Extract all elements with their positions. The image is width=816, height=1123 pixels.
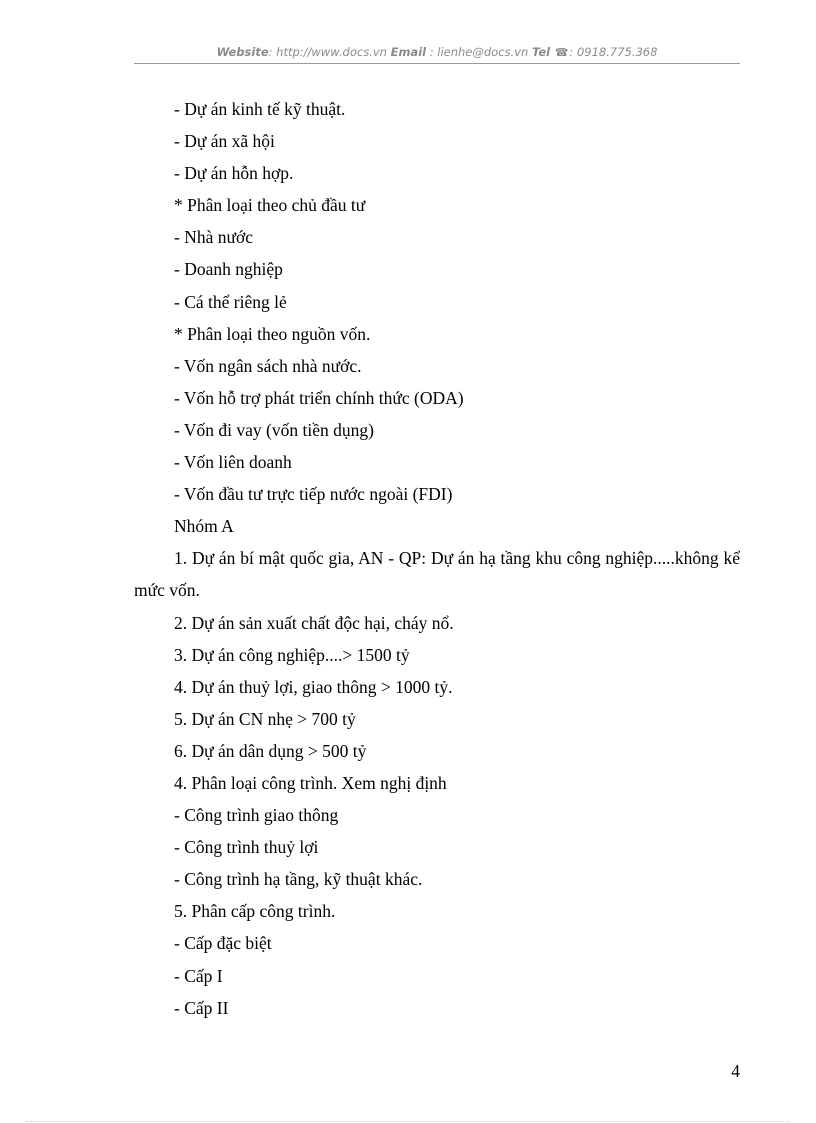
group-heading: Nhóm A	[174, 516, 234, 537]
body-line: - Dự án xã hội	[174, 131, 275, 152]
document-body	[134, 93, 740, 1024]
footer-divider	[26, 1121, 790, 1122]
body-line: 6. Dự án dân dụng > 500 tỷ	[174, 740, 367, 761]
body-line: 4. Dự án thuỷ lợi, giao thông > 1000 tỷ.	[174, 676, 453, 697]
body-line: - Công trình thuỷ lợi	[174, 837, 319, 858]
body-line: * Phân loại theo nguồn vốn.	[174, 323, 371, 344]
body-line: - Nhà nước	[174, 227, 253, 248]
phone-icon: ☎	[554, 46, 569, 59]
body-line: - Vốn ngân sách nhà nước.	[174, 355, 362, 376]
body-paragraph: 1. Dự án bí mật quốc gia, AN - QP: Dự án hạ tầng khu công nghiệp.....không kể mức vốn.	[134, 548, 740, 601]
body-line: 5. Dự án CN nhẹ > 700 tỷ	[174, 708, 356, 729]
body-line: - Doanh nghiệp	[174, 259, 283, 280]
body-line: 3. Dự án công nghiệp....> 1500 tỷ	[174, 644, 410, 665]
header-divider	[134, 63, 740, 64]
email-label: Email	[390, 45, 427, 59]
tel-value: : 0918.775.368	[569, 45, 658, 59]
tel-label: Tel	[531, 45, 551, 59]
website-label: Website	[216, 45, 269, 59]
body-line: - Công trình giao thông	[174, 805, 339, 826]
email-value: : lienhe@docs.vn	[429, 45, 529, 59]
body-line: - Cá thể riêng lẻ	[174, 291, 287, 312]
body-line: * Phân loại theo chủ đầu tư	[174, 195, 366, 216]
body-line: - Vốn đi vay (vốn tiền dụng)	[174, 419, 374, 440]
body-line: - Công trình hạ tầng, kỹ thuật khác.	[174, 869, 423, 890]
body-line: - Vốn đầu tư trực tiếp nước ngoài (FDI)	[174, 484, 453, 505]
body-line: - Cấp I	[174, 965, 223, 986]
body-line: - Dự án kinh tế kỹ thuật.	[174, 99, 346, 119]
page-header	[134, 43, 740, 62]
body-line: - Vốn liên doanh	[174, 452, 292, 473]
body-line: - Dự án hỗn hợp.	[174, 163, 294, 184]
body-line: 2. Dự án sản xuất chất độc hại, cháy nổ.	[174, 612, 454, 633]
body-line: - Cấp đặc biệt	[174, 933, 272, 954]
website-value: : http://www.docs.vn	[268, 45, 387, 59]
body-line: - Cấp II	[174, 997, 229, 1018]
body-line: 5. Phân cấp công trình.	[174, 901, 336, 922]
page-number: 4	[731, 1061, 740, 1081]
body-line: - Vốn hỗ trợ phát triển chính thức (ODA)	[174, 387, 464, 408]
body-line: 4. Phân loại công trình. Xem nghị định	[174, 772, 447, 793]
